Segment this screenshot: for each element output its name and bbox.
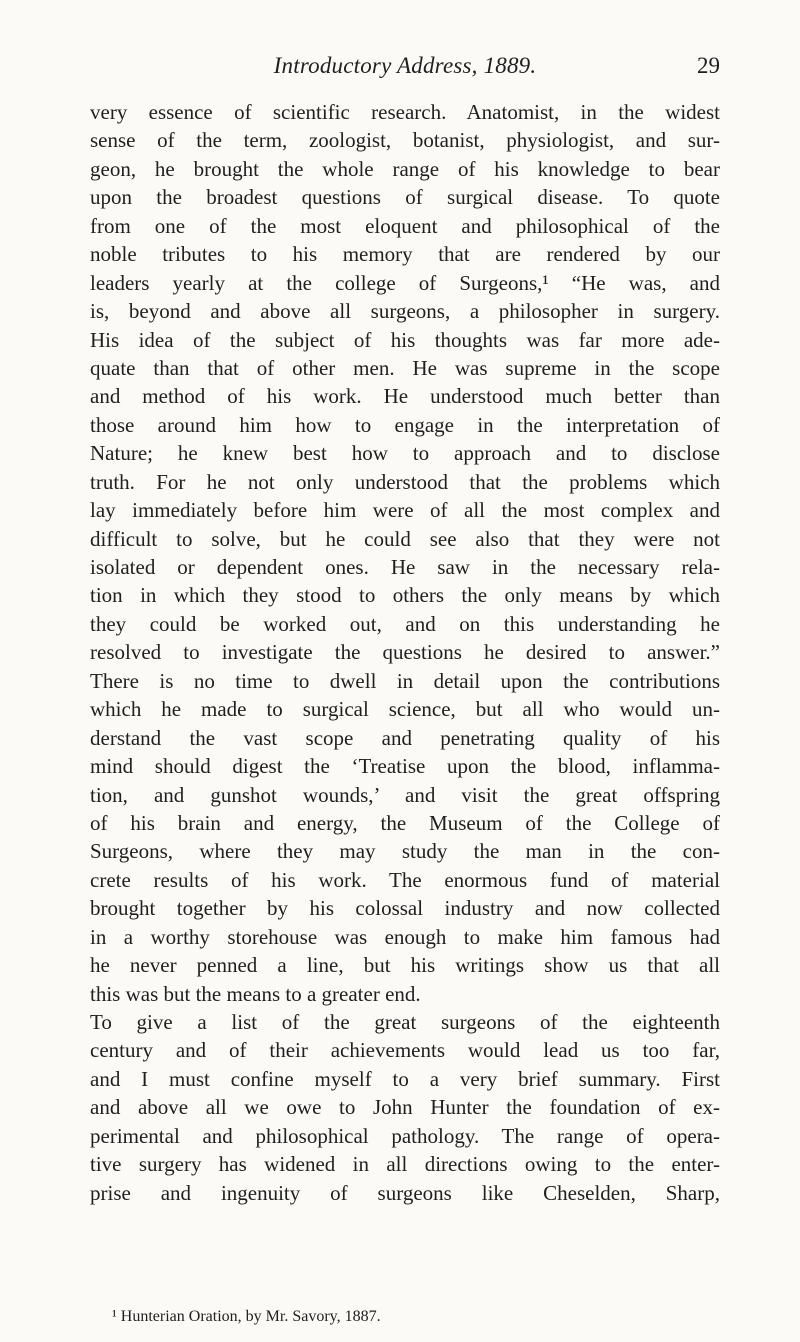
text-line: perimental and philosophical pathology. The range of opera-	[90, 1123, 720, 1148]
text-line: of his brain and energy, the Museum of the College of	[90, 810, 720, 835]
footnote: ¹ Hunterian Oration, by Mr. Savory, 1887.	[112, 1308, 381, 1325]
text-line: prise and ingenuity of surgeons like Cheselden, Sharp,	[90, 1180, 720, 1205]
text-line: To give a list of the great surgeons of the eighteenth	[90, 1010, 720, 1034]
text-line: quate than that of other men. He was supreme in the scope	[90, 355, 720, 380]
text-line: he never penned a line, but his writings show us that all	[90, 953, 720, 978]
text-line: resolved to investigate the questions he desired to answer.”	[90, 640, 720, 665]
text-line: There is no time to dwell in detail upon the contributions	[90, 668, 720, 693]
text-line: very essence of scientific research. Anatomist, in the widest	[90, 100, 720, 124]
text-line: Surgeons, where they may study the man in the con-	[90, 839, 720, 864]
text-line: crete results of his work. The enormous fund of material	[90, 867, 720, 892]
running-title: Introductory Address, 1889.	[273, 53, 537, 78]
page-header	[90, 53, 720, 85]
page-number: 29	[697, 53, 720, 78]
text-line: lay immediately before him were of all the most complex and	[90, 498, 720, 523]
text-line: century and of their achievements would lead us too far,	[90, 1038, 720, 1063]
text-line: sense of the term, zoologist, botanist, physiologist, and sur-	[90, 128, 720, 153]
text-line: is, beyond and above all surgeons, a philosopher in surgery.	[90, 299, 720, 324]
text-line: tion in which they stood to others the only means by which	[90, 583, 720, 608]
text-line: and I must confine myself to a very brief summary. First	[90, 1066, 720, 1091]
text-line: those around him how to engage in the interpretation of	[90, 412, 720, 437]
text-line: mind should digest the ‘Treatise upon the blood, inflamma-	[90, 754, 720, 779]
text-line: His idea of the subject of his thoughts was far more ade-	[90, 327, 720, 352]
text-line: leaders yearly at the college of Surgeons,¹ “He was, and	[90, 270, 720, 295]
text-line: difficult to solve, but he could see also that they were not	[90, 526, 720, 551]
text-line: and method of his work. He understood much better than	[90, 384, 720, 409]
text-line: which he made to surgical science, but all who would un-	[90, 697, 720, 722]
body-text	[90, 98, 720, 1207]
text-line: isolated or dependent ones. He saw in the necessary rela-	[90, 555, 720, 579]
text-line: derstand the vast scope and penetrating quality of his	[90, 725, 720, 750]
text-line: upon the broadest questions of surgical disease. To quote	[90, 185, 720, 210]
text-line: from one of the most eloquent and philosophical of the	[90, 213, 720, 238]
text-line: noble tributes to his memory that are rendered by our	[90, 242, 720, 267]
text-line: in a worthy storehouse was enough to make him famous had	[90, 924, 720, 949]
text-line: geon, he brought the whole range of his knowledge to bear	[90, 156, 720, 181]
text-line: this was but the means to a greater end.	[90, 981, 421, 1006]
text-line: tive surgery has widened in all directions owing to the enter-	[90, 1152, 720, 1177]
text-line: they could be worked out, and on this understanding he	[90, 611, 720, 636]
text-line: and above all we owe to John Hunter the foundation of ex-	[90, 1095, 720, 1120]
text-line: truth. For he not only understood that the problems which	[90, 469, 720, 494]
text-line: tion, and gunshot wounds,’ and visit the great offspring	[90, 782, 720, 807]
text-line: Nature; he knew best how to approach and to disclose	[90, 441, 720, 466]
text-line: brought together by his colossal industry and now collected	[90, 896, 720, 921]
